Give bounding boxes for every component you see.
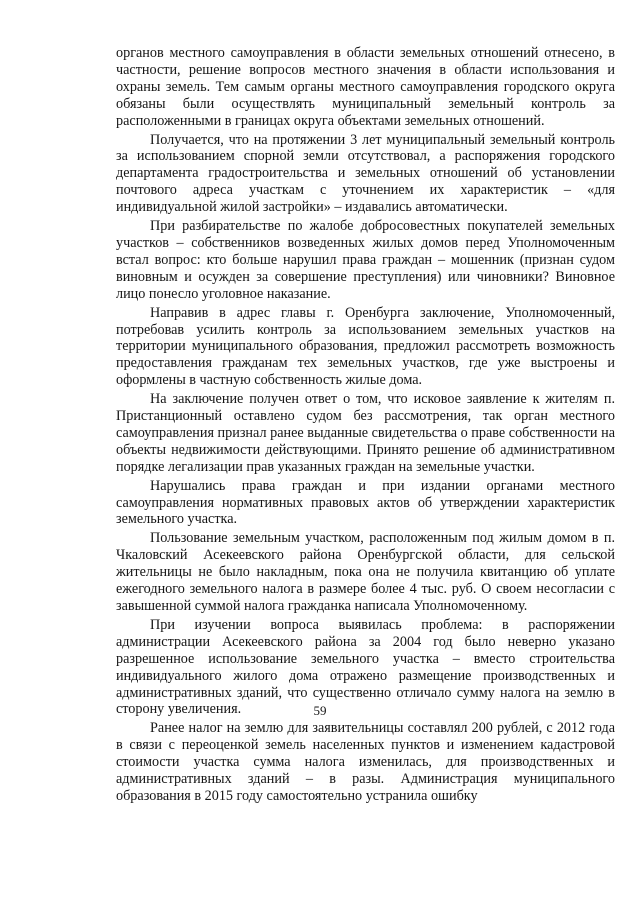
paragraph: Направив в адрес главы г. Оренбурга заключение, Уполномоченный, потребовав усилить контроль за использованием земельных участков на территории муниципального образования, предложил рассмотреть возможность предоставления гражданам тех земельных участков, где уже выстроены и оформлены в частную собственность жилые дома. bbox=[116, 304, 615, 389]
paragraph: При разбирательстве по жалобе добросовестных покупателей земельных участков – собственников возведенных жилых домов перед Уполномоченным встал вопрос: кто больше нарушил права граждан – мошенник (признан судом виновным и осужден за совершение преступления) или чиновники? Виновное лицо понесло уголовное наказание. bbox=[116, 218, 615, 302]
paragraph: органов местного самоуправления в области земельных отношений отнесено, в частности, решение вопросов местного значения в области использования и охраны земель. Тем самым органы местного самоуправления городского округа обязаны были осуществлять муниципальный земельный контроль за расположенными в границах округа объектами земельных отношений. bbox=[116, 45, 615, 129]
paragraph: Получается, что на протяжении 3 лет муниципальный земельный контроль за использованием спорной земли отсутствовал, а распоряжения городского департамента градостроительства и земельных отношений об установлении почтового адреса участкам с уточнением их характеристик – «для индивидуальной жилой застройки» – издавались автоматически. bbox=[116, 131, 615, 216]
document-body bbox=[116, 45, 615, 807]
page-number: 59 bbox=[313, 703, 327, 718]
paragraph: На заключение получен ответ о том, что исковое заявление к жителям п. Пристанционный оставлено судом без рассмотрения, так орган местного самоуправления признал ранее выданные свидетельства о праве собственности на объекты недвижимости действующими. Принято решение об административном порядке легализации прав указанных граждан на земельные участки. bbox=[116, 391, 615, 475]
paragraph: Пользование земельным участком, расположенным под жилым домом в п. Чкаловский Асекеевского района Оренбургской области, для сельской жительницы не было накладным, пока она не получила квитанцию об уплате ежегодного земельного налога в размере более 4 тыс. руб. О своем несогласии с завышенной суммой налога гражданка написала Уполномоченному. bbox=[116, 530, 615, 614]
paragraph: При изучении вопроса выявилась проблема: в распоряжении администрации Асекеевского района за 2004 год было неверно указано разрешенное использование земельного участка – вместо строительства индивидуального жилого дома отражено размещение производственных и административных зданий, что существенно отличало сумму налога на землю в сторону увеличения. bbox=[116, 616, 615, 718]
paragraph: Ранее налог на землю для заявительницы составлял 200 рублей, с 2012 года в связи с переоценкой земель населенных пунктов и изменением кадастровой стоимости участка сумма налога изменилась, для производственных и административных зданий – в разы. Администрация муниципального образования в 2015 году самостоятельно устранила ошибку bbox=[116, 720, 615, 804]
paragraph: Нарушались права граждан и при издании органами местного самоуправления нормативных правовых актов об утверждении характеристик земельного участка. bbox=[116, 477, 615, 528]
